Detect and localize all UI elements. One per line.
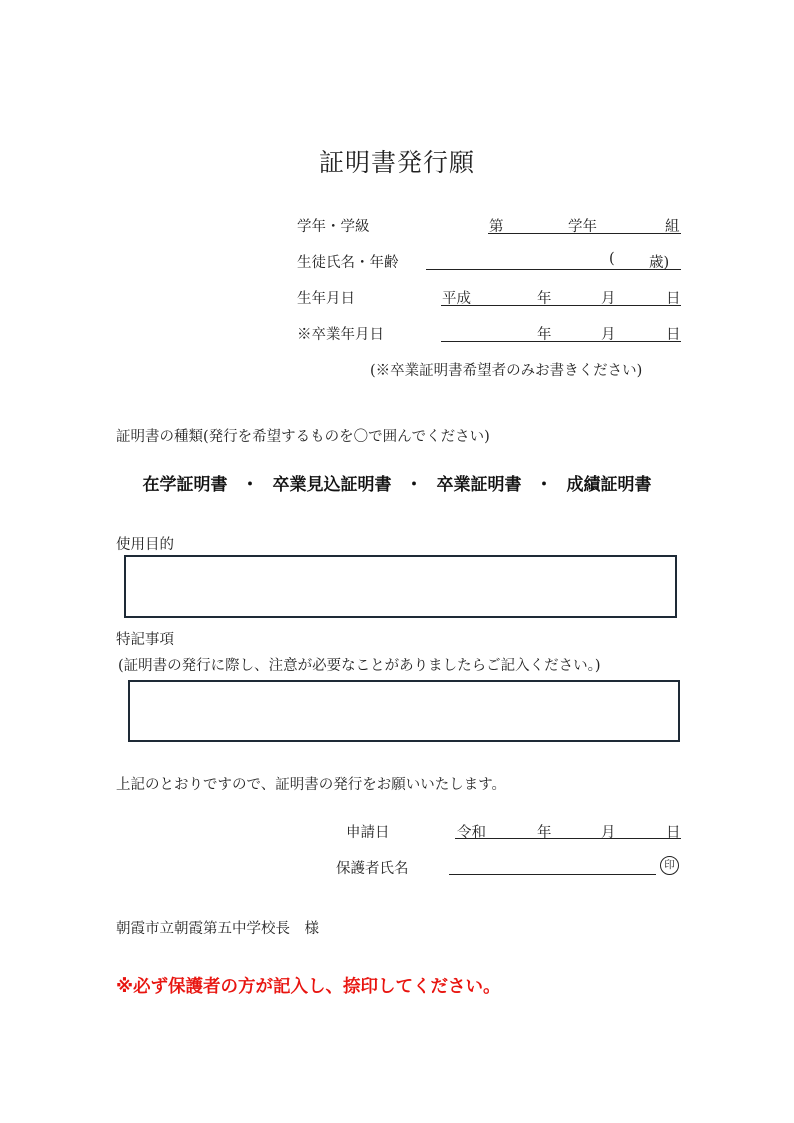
seal-icon: 印 <box>660 856 679 875</box>
purpose-label: 使用目的 <box>116 537 174 553</box>
application-era: 令和 <box>457 825 486 841</box>
grad-label: ※卒業年月日 <box>297 327 384 343</box>
birth-day: 日 <box>666 291 681 307</box>
closing-text: 上記のとおりですので、証明書の発行をお願いいたします。 <box>116 777 507 793</box>
birth-underline[interactable] <box>441 305 681 306</box>
cert-type-separator: ・ <box>405 475 423 495</box>
grade-label: 学年・学級 <box>297 219 370 235</box>
birth-month: 月 <box>601 291 616 307</box>
grade-nen: 学年 <box>568 219 597 235</box>
grad-month: 月 <box>601 327 616 343</box>
cert-types-prompt: 証明書の種類(発行を希望するものを〇で囲んでください) <box>116 429 490 445</box>
cert-type-expected-graduation[interactable]: 卒業見込証明書 <box>272 475 392 495</box>
birth-year: 年 <box>537 291 552 307</box>
grad-year: 年 <box>537 327 552 343</box>
cert-type-graduation[interactable]: 卒業証明書 <box>436 475 522 495</box>
guardian-label: 保護者氏名 <box>336 861 409 877</box>
cert-type-transcript[interactable]: 成績証明書 <box>566 475 652 495</box>
application-date-label: 申請日 <box>346 825 390 841</box>
age-open: ( <box>609 251 615 267</box>
cert-type-enrollment[interactable]: 在学証明書 <box>142 475 228 495</box>
addressee: 朝霞市立朝霞第五中学校長 様 <box>116 921 319 937</box>
cert-type-separator: ・ <box>241 475 259 495</box>
name-label: 生徒氏名・年齢 <box>297 255 399 271</box>
cert-types-row <box>0 470 794 495</box>
birth-era: 平成 <box>442 291 471 307</box>
application-day: 日 <box>666 825 681 841</box>
purpose-box[interactable] <box>124 555 677 618</box>
grad-underline[interactable] <box>441 341 681 342</box>
warning-text: ※必ず保護者の方が記入し、捺印してください。 <box>116 977 501 997</box>
guardian-underline[interactable] <box>449 874 656 875</box>
grad-day: 日 <box>666 327 681 343</box>
notes-label: 特記事項 <box>116 632 174 648</box>
age-close: 歳) <box>649 255 670 271</box>
application-year: 年 <box>537 825 552 841</box>
page-title: 証明書発行願 <box>318 148 475 177</box>
application-date-underline[interactable] <box>455 838 681 839</box>
application-month: 月 <box>601 825 616 841</box>
grade-kumi: 組 <box>665 219 680 235</box>
cert-type-separator: ・ <box>535 475 553 495</box>
grad-note: (※卒業証明書希望者のみお書きください) <box>370 363 643 379</box>
notes-hint: (証明書の発行に際し、注意が必要なことがありましたらご記入ください。) <box>118 658 601 674</box>
grade-dai: 第 <box>489 219 504 235</box>
birth-label: 生年月日 <box>297 291 355 307</box>
notes-box[interactable] <box>128 680 680 742</box>
name-underline[interactable] <box>426 269 681 270</box>
